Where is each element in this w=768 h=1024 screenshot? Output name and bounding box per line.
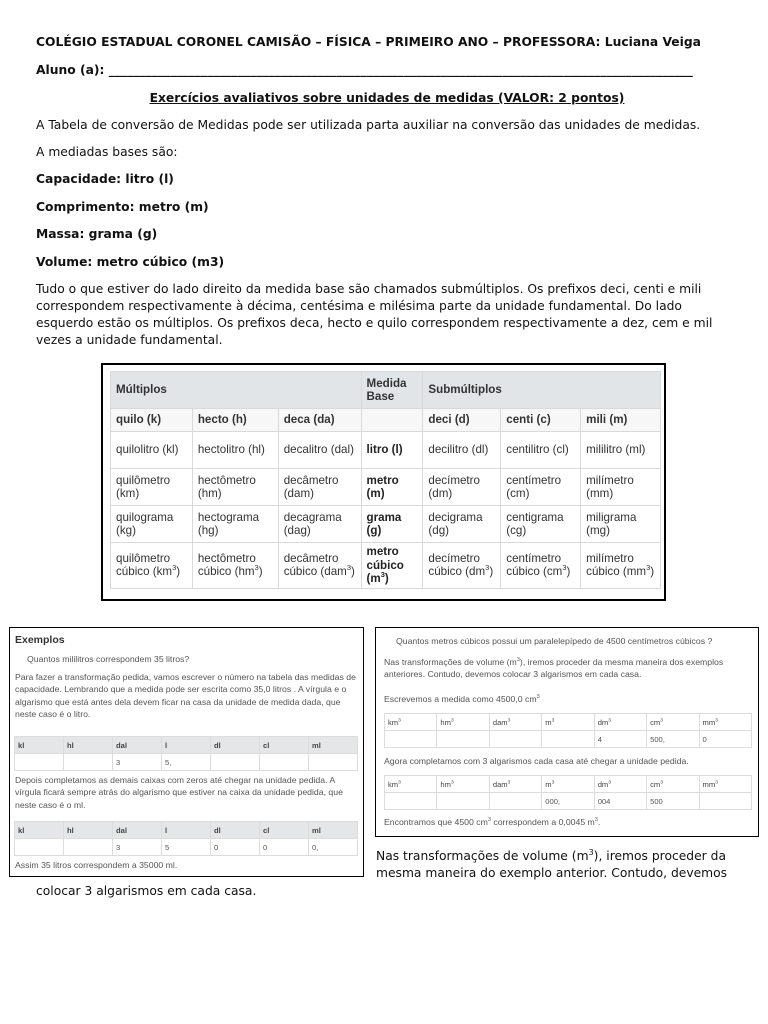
unit-cell: decalitro (dal) (278, 432, 361, 469)
unit-cell: decímetro cúbico $(dm^3)$ (423, 543, 501, 589)
unit-header-cell: $mm^3$ (699, 714, 751, 731)
digit-cell (64, 754, 113, 771)
unit-header-cell: l (162, 822, 211, 839)
example-text-2: Depois completamos as demais caixas com zeros até chegar na unidade pedida. A vírgula ficará sempre atrás do algarismo que estiver na caixa da unidade pedida, que neste caso é o ml. (15, 775, 343, 810)
unit-header-cell: $m^3$ (542, 714, 594, 731)
unit-header-cell: ml (309, 822, 358, 839)
unit-cell: litro (l) (361, 432, 423, 469)
unit-header-row (15, 822, 358, 839)
unit-cell: decâmetro (dam) (278, 469, 361, 506)
volume-note: Nas transformações de volume $(m^3)$, iremos proceder da mesma maneira do exemplo anterior. Contudo, devemos (376, 847, 728, 880)
header-submultiplos: Submúltiplos (423, 372, 661, 409)
prefix-cell: deci (d) (423, 409, 501, 432)
example-table-2 (14, 821, 358, 856)
unit-header-cell: dl (211, 737, 260, 754)
unit-cell: hectômetro (hm) (192, 469, 278, 506)
digit-cell: 5 (162, 839, 211, 856)
unit-cell: quilolitro (kl) (111, 432, 193, 469)
digit-cell: 0 (699, 731, 751, 748)
unit-cell: miligrama (mg) (581, 506, 661, 543)
digit-cell: 0, (309, 839, 358, 856)
examples-title: Exemplos (15, 634, 65, 646)
table-row (111, 432, 661, 469)
digit-cell: 4 (594, 731, 646, 748)
unit-cell: centímetro cúbico $(cm^3)$ (501, 543, 581, 589)
unit-header-cell: dl (211, 822, 260, 839)
header-multiplos: Múltiplos (111, 372, 362, 409)
unit-cell: hectômetro cúbico $(hm^3)$ (192, 543, 278, 589)
unit-header-cell: cl (260, 737, 309, 754)
base-unit-volume: Volume: metro cúbico (m3) (36, 255, 225, 269)
unit-header-cell: $dm^3$ (594, 776, 646, 793)
volume-text-1: Nas transformações de volume $(m^3)$, iremos proceder da mesma maneira dos exemplos anteriores. Contudo, devemos colocar 3 algarismos em cada casa. (384, 657, 724, 680)
unit-cell: metro cúbico $(m^3)$ (361, 543, 423, 589)
digit-cell: 3 (113, 754, 162, 771)
unit-header-cell: dam$^3$ (489, 776, 541, 793)
unit-header-cell: kl (15, 737, 64, 754)
unit-header-cell: kl (15, 822, 64, 839)
unit-header-cell: $cm^3$ (647, 776, 699, 793)
unit-header-cell: ml (309, 737, 358, 754)
prefix-row (111, 409, 661, 432)
digit-cell (699, 793, 751, 810)
unit-header-cell: $km^3$ (385, 776, 437, 793)
intro-paragraph: A Tabela de conversão de Medidas pode ser utilizada parta auxiliar na conversão das unidades de medidas. (36, 118, 701, 132)
unit-cell: metro (m) (361, 469, 423, 506)
exercise-title: Exercícios avaliativos sobre unidades de medidas (VALOR: 2 pontos) (149, 91, 625, 105)
header-medida-base: Medida Base (361, 372, 423, 409)
unit-cell: centilitro (cl) (501, 432, 581, 469)
conversion-table-image (101, 363, 666, 601)
unit-cell: decâmetro cúbico (dam$^3$) (278, 543, 361, 589)
unit-header-row (15, 737, 358, 754)
unit-header-cell: $mm^3$ (699, 776, 751, 793)
prefix-cell: mili (m) (581, 409, 661, 432)
unit-cell: decigrama (dg) (423, 506, 501, 543)
school-header: COLÉGIO ESTADUAL CORONEL CAMISÃO – FÍSICA – PRIMEIRO ANO – PROFESSORA: Luciana Veiga (36, 35, 701, 49)
unit-cell: quilômetro cúbico $(km^3)$ (111, 543, 193, 589)
unit-cell: milímetro cúbico $(mm^3)$ (581, 543, 661, 589)
student-name-line: Aluno (a): _______________________________________________________________________________________________ (36, 63, 693, 77)
unit-cell: hectolitro (hl) (192, 432, 278, 469)
example-question: Quantos mililitros correspondem 35 litros? (27, 654, 190, 664)
digit-cell (385, 731, 437, 748)
digit-cell (489, 731, 541, 748)
digit-cell: 500, (647, 731, 699, 748)
unit-header-row (385, 776, 752, 793)
volume-text-3: Agora completamos com 3 algarismos cada casa até chegar a unidade pedida. (384, 756, 689, 766)
example-conclusion: Assim 35 litros correspondem a 35000 ml. (15, 860, 178, 870)
unit-header-cell: dal (113, 737, 162, 754)
base-unit-capacidade: Capacidade: litro (l) (36, 172, 174, 186)
prefix-cell: deca (da) (278, 409, 361, 432)
table-row (111, 506, 661, 543)
unit-cell: centigrama (cg) (501, 506, 581, 543)
example-volume-image (375, 627, 759, 837)
unit-header-cell: $hm^3$ (437, 776, 489, 793)
digit-cell (64, 839, 113, 856)
unit-cell: decilitro (dl) (423, 432, 501, 469)
unit-header-cell: $cm^3$ (647, 714, 699, 731)
digit-cell (260, 754, 309, 771)
digit-cell (437, 793, 489, 810)
digit-cell (542, 731, 594, 748)
unit-cell: quilograma (kg) (111, 506, 193, 543)
unit-header-cell: $km^3$ (385, 714, 437, 731)
prefix-explanation: Tudo o que estiver do lado direito da medida base são chamados submúltiplos. Os prefixos deci, centi e mili correspondem respectivamente à décima, centésima e milésima parte da unidade fundamental. Do lado esquerdo estão os múltiplos. Os prefixos deca, hecto e quilo correspondem respectivamente a dez, cem e mil vezes a unidade fundamental. (36, 282, 713, 347)
base-units-label: A mediadas bases são: (36, 145, 178, 159)
digit-cell (437, 731, 489, 748)
volume-note-continuation: colocar 3 algarismos em cada casa. (36, 884, 257, 898)
conversion-table (110, 371, 661, 589)
unit-header-cell: hl (64, 737, 113, 754)
unit-cell: centímetro (cm) (501, 469, 581, 506)
prefix-cell: hecto (h) (192, 409, 278, 432)
base-unit-comprimento: Comprimento: metro (m) (36, 200, 209, 214)
table-row (111, 469, 661, 506)
digit-cell (211, 754, 260, 771)
digit-row (385, 731, 752, 748)
volume-table-1 (384, 713, 752, 748)
unit-header-cell: $hm^3$ (437, 714, 489, 731)
base-unit-massa: Massa: grama (g) (36, 227, 158, 241)
digit-cell: 5, (162, 754, 211, 771)
unit-header-cell: cl (260, 822, 309, 839)
digit-cell (489, 793, 541, 810)
unit-cell: decagrama (dag) (278, 506, 361, 543)
unit-header-cell: hl (64, 822, 113, 839)
unit-cell: hectograma (hg) (192, 506, 278, 543)
volume-question: Quantos metros cúbicos possui um paralelepípedo de 4500 centímetros cúbicos ? (396, 636, 713, 646)
digit-cell: 500 (647, 793, 699, 810)
digit-cell: 000, (542, 793, 594, 810)
unit-cell: mililitro (ml) (581, 432, 661, 469)
unit-header-cell: $dm^3$ (594, 714, 646, 731)
digit-cell (385, 793, 437, 810)
unit-header-cell: l (162, 737, 211, 754)
volume-text-4: Encontramos que 4500 $cm^3$ correspondem a 0,0045 $m^3$. (384, 817, 601, 827)
unit-cell: decímetro (dm) (423, 469, 501, 506)
digit-cell (15, 754, 64, 771)
example-liters-image (9, 627, 364, 877)
digit-row (15, 754, 358, 771)
volume-text-2: Escrevemos a medida como 4500,0 $cm^3$ (384, 694, 540, 704)
example-table-1 (14, 736, 358, 771)
digit-cell: 004 (594, 793, 646, 810)
unit-cell: grama (g) (361, 506, 423, 543)
digit-cell: 3 (113, 839, 162, 856)
digit-cell (15, 839, 64, 856)
unit-header-cell: dal (113, 822, 162, 839)
digit-row (385, 793, 752, 810)
prefix-cell (361, 409, 423, 432)
unit-header-cell: dam$^3$ (489, 714, 541, 731)
example-text-1: Para fazer a transformação pedida, vamos escrever o número na tabela das medidas de capacidade. Lembrando que a medida pode ser escrita como 35,0 litros . A vírgula e o algarismo que está antes dela devem ficar na casa da unidade de medida dada, que neste caso é o litro. (15, 672, 356, 720)
unit-cell: milímetro (mm) (581, 469, 661, 506)
prefix-cell: quilo (k) (111, 409, 193, 432)
prefix-cell: centi (c) (501, 409, 581, 432)
unit-header-row (385, 714, 752, 731)
unit-header-cell: $m^3$ (542, 776, 594, 793)
digit-cell: 0 (260, 839, 309, 856)
volume-table-2 (384, 775, 752, 810)
digit-cell (309, 754, 358, 771)
table-row (111, 543, 661, 589)
unit-cell: quilômetro (km) (111, 469, 193, 506)
digit-row (15, 839, 358, 856)
digit-cell: 0 (211, 839, 260, 856)
